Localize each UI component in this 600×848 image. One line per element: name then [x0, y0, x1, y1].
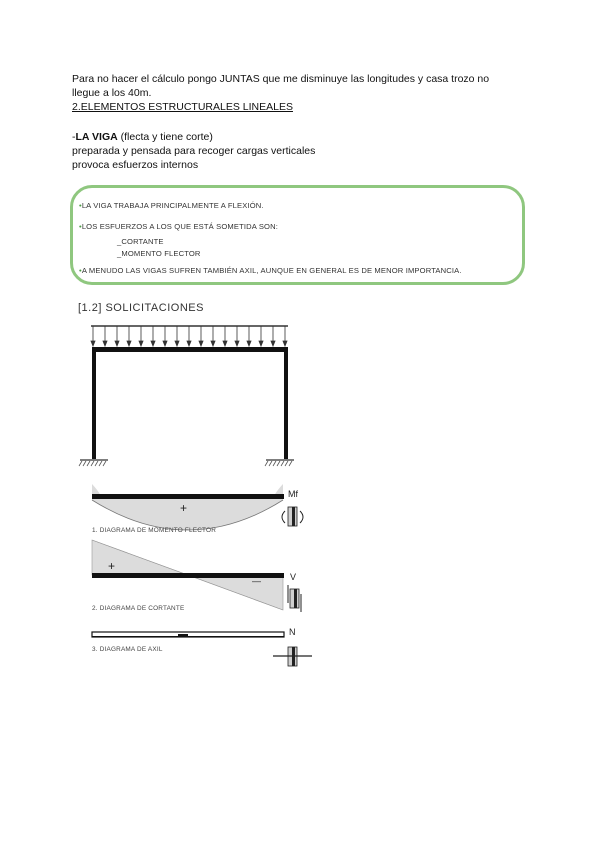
portal-frame — [92, 347, 288, 459]
load-arrowhead — [223, 341, 227, 346]
distributed-load — [91, 326, 288, 346]
moment-element-icon — [282, 507, 303, 526]
moment-diagram — [92, 484, 284, 530]
shear-element-icon — [288, 585, 301, 612]
shear-diagram — [92, 540, 284, 610]
viga-line-cargas: preparada y pensada para recoger cargas verticales — [72, 145, 316, 157]
section-heading: 2.ELEMENTOS ESTRUCTURALES LINEALES — [72, 101, 293, 113]
box-sub-momento: _MOMENTO FLECTOR — [117, 249, 201, 258]
shear-caption: 2. DIAGRAMA DE CORTANTE — [92, 605, 185, 612]
load-arrowhead — [163, 341, 167, 346]
left-support — [79, 460, 108, 466]
bullet-icon: • — [79, 222, 82, 231]
bullet-icon: • — [79, 201, 82, 210]
box-item-flexion-text: LA VIGA TRABAJA PRINCIPALMENTE A FLEXIÓN. — [81, 201, 264, 210]
load-arrowhead — [91, 341, 95, 346]
bullet-icon: • — [79, 266, 82, 275]
axial-minus-sign — [178, 624, 185, 631]
viga-line-esfuerzos: provoca esfuerzos internos — [72, 159, 199, 171]
load-arrowhead — [247, 341, 251, 346]
load-arrowhead — [211, 341, 215, 346]
moment-label: Mf — [288, 489, 298, 499]
load-arrowhead — [151, 341, 155, 346]
load-arrowhead — [103, 341, 107, 346]
load-arrowhead — [259, 341, 263, 346]
shear-minus-sign: — — [252, 576, 261, 586]
axial-diagram — [92, 632, 284, 638]
load-arrowhead — [127, 341, 131, 346]
axial-caption: 3. DIAGRAMA DE AXIL — [92, 646, 163, 653]
paragraph-juntas-cont: llegue a los 40m. — [72, 87, 152, 99]
axial-element-icon — [273, 647, 312, 666]
viga-dash: - — [72, 131, 76, 143]
moment-caption: 1. DIAGRAMA DE MOMENTO FLECTOR — [92, 527, 217, 534]
shear-label: V — [290, 572, 297, 582]
moment-plus-sign: + — [180, 501, 188, 515]
box-item-axil-text: A MENUDO LAS VIGAS SUFREN TAMBIÉN AXIL, AUNQUE EN GENERAL ES DE MENOR IMPORTANCIA. — [81, 266, 462, 275]
load-arrowhead — [283, 341, 287, 346]
load-arrowhead — [115, 341, 119, 346]
box-item-esfuerzos-text: LOS ESFUERZOS A LOS QUE ESTÁ SOMETIDA SON: — [81, 222, 279, 231]
load-arrowhead — [139, 341, 143, 346]
load-arrowhead — [235, 341, 239, 346]
viga-rest: (flecta y tiene corte) — [117, 131, 213, 143]
shear-plus-sign: + — [108, 559, 116, 573]
axial-label: N — [289, 627, 296, 637]
figure-title: [1.2] SOLICITACIONES — [78, 302, 204, 314]
paragraph-juntas: Para no hacer el cálculo pongo JUNTAS que me disminuye las longitudes y casa trozo no — [72, 73, 490, 85]
load-arrowhead — [175, 341, 179, 346]
load-arrowhead — [271, 341, 275, 346]
box-sub-cortante: _CORTANTE — [117, 237, 164, 246]
viga-bold: LA VIGA — [75, 131, 118, 143]
load-arrowhead — [187, 341, 191, 346]
load-arrowhead — [199, 341, 203, 346]
right-support — [265, 460, 294, 466]
